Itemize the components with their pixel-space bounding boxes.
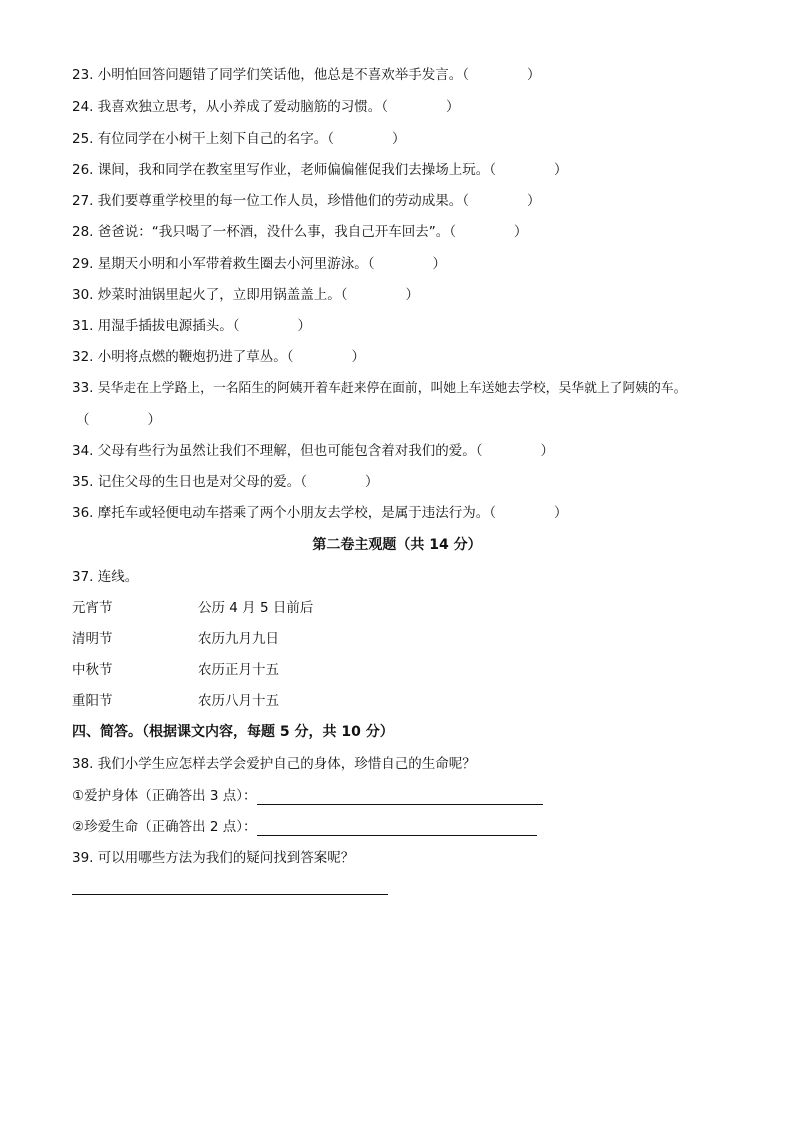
question-text: 小明将点燃的鞭炮扔进了草丛。 <box>97 349 287 365</box>
question-text: 炒菜时油锅里起火了，立即用锅盖盖上。 <box>97 287 341 303</box>
answer-paren-close: ） <box>432 256 447 272</box>
festival-date[interactable]: 农历八月十五 <box>198 693 279 709</box>
question-number: 24. <box>72 99 94 115</box>
answer-paren-close: ） <box>554 505 568 521</box>
question-23 <box>72 66 541 84</box>
question-38-label: 38. 我们小学生应怎样去学会爱护自己的身体，珍惜自己的生命呢？ <box>72 756 476 772</box>
question-text: 爸爸说：“我只喝了一杯酒，没什么事，我自己开车回去”。 <box>97 224 450 240</box>
question-text: 有位同学在小树干上刻下自己的名字。 <box>97 131 328 147</box>
question-38-part-1 <box>72 787 543 805</box>
festival-name[interactable]: 中秋节 <box>72 662 113 678</box>
answer-paren-close: ） <box>514 224 528 240</box>
question-28 <box>72 223 528 241</box>
answer-paren-close: ） <box>554 162 568 178</box>
question-text: 课间，我和同学在教室里写作业，老师偏偏催促我们去操场上玩。 <box>97 162 490 178</box>
question-number: 28. <box>72 224 94 240</box>
matching-row <box>72 599 313 617</box>
answer-paren-open: （ <box>462 193 470 209</box>
festival-date[interactable]: 农历正月十五 <box>198 662 279 678</box>
answer-paren-open: （ <box>367 256 375 272</box>
answer-paren-open: （ <box>340 287 348 303</box>
festival-date[interactable]: 农历九月九日 <box>198 631 279 647</box>
question-text: 用湿手插拔电源插头。 <box>97 318 233 334</box>
question-number: 23. <box>72 67 94 83</box>
answer-paren-close: ） <box>405 287 420 303</box>
answer-line[interactable] <box>257 821 537 836</box>
answer-paren-open: （ <box>232 318 240 334</box>
answer-paren-open: （ <box>286 349 294 365</box>
question-32 <box>72 348 365 366</box>
question-35 <box>72 473 379 491</box>
question-26 <box>72 161 568 179</box>
answer-paren-close: ） <box>297 318 312 334</box>
answer-paren-open: （ <box>381 99 389 115</box>
answer-paren-close: ） <box>392 131 406 147</box>
question-number: 31. <box>72 318 94 334</box>
question-33 <box>72 379 762 398</box>
question-text: 摩托车或轻便电动车搭乘了两个小朋友去学校，是属于违法行为。 <box>97 505 490 521</box>
answer-paren-open: （ <box>300 474 308 490</box>
section-2-title: 第二卷主观题（共 14 分） <box>312 537 482 553</box>
question-37-label: 37. 连线。 <box>72 569 139 585</box>
question-31 <box>72 317 311 335</box>
question-text: 小明怕回答问题错了同学们笑话他，他总是不喜欢举手发言。 <box>97 67 463 83</box>
answer-paren-open: （ <box>449 224 457 240</box>
question-25 <box>72 130 406 148</box>
question-text: 我们要尊重学校里的每一位工作人员，珍惜他们的劳动成果。 <box>97 193 463 209</box>
festival-name[interactable]: 重阳节 <box>72 693 113 709</box>
answer-paren-open: （ <box>489 162 497 178</box>
festival-name[interactable]: 清明节 <box>72 631 113 647</box>
question-text: 我喜欢独立思考，从小养成了爱动脑筋的习惯。 <box>97 99 382 115</box>
answer-paren-close: ） <box>527 193 541 209</box>
question-30 <box>72 286 419 304</box>
answer-paren-close: ） <box>365 474 379 490</box>
answer-paren-open: （ <box>475 443 483 459</box>
festival-date[interactable]: 公历 4 月 5 日前后 <box>198 600 314 616</box>
question-33-answer <box>76 411 161 429</box>
answer-paren-close: ） <box>446 99 460 115</box>
question-text: 父母有些行为虽然让我们不理解，但也可能包含着对我们的爱。 <box>97 443 476 459</box>
answer-paren-close: ） <box>147 412 161 428</box>
question-number: 32. <box>72 349 94 365</box>
matching-row <box>72 661 279 679</box>
answer-paren-open: （ <box>462 67 470 83</box>
answer-line[interactable] <box>257 790 543 805</box>
question-number: 33. <box>72 380 94 396</box>
answer-paren-close: ） <box>540 443 555 459</box>
question-number: 25. <box>72 131 94 147</box>
part-label: ②珍爱生命（正确答出 2 点）： <box>72 819 257 835</box>
part-label: ①爱护身体（正确答出 3 点）： <box>72 788 257 804</box>
question-number: 35. <box>72 474 94 490</box>
answer-paren-open: （ <box>76 412 90 428</box>
question-39-label: 39. 可以用哪些方法为我们的疑问找到答案呢？ <box>72 850 355 866</box>
question-text: 吴华走在上学路上，一名陌生的阿姨开着车赶来停在面前，叫她上车送她去学校，吴华就上了阿姨的车。 <box>97 381 687 396</box>
answer-paren-open: （ <box>489 505 497 521</box>
question-number: 36. <box>72 505 94 521</box>
matching-row <box>72 692 279 710</box>
section-4-title: 四、简答。（根据课文内容，每题 5 分，共 10 分） <box>72 724 394 740</box>
question-39-answer-line[interactable] <box>72 893 388 895</box>
question-38-part-2 <box>72 818 537 836</box>
question-text: 星期天小明和小军带着救生圈去小河里游泳。 <box>97 256 368 272</box>
question-27 <box>72 192 541 210</box>
question-number: 29. <box>72 256 94 272</box>
answer-paren-close: ） <box>351 349 366 365</box>
matching-row <box>72 630 279 648</box>
question-text: 记住父母的生日也是对父母的爱。 <box>97 474 301 490</box>
festival-name[interactable]: 元宵节 <box>72 600 113 616</box>
answer-paren-close: ） <box>527 67 541 83</box>
question-29 <box>72 255 446 273</box>
answer-paren-open: （ <box>327 131 335 147</box>
question-number: 27. <box>72 193 94 209</box>
question-36 <box>72 504 568 522</box>
question-number: 30. <box>72 287 94 303</box>
question-number: 26. <box>72 162 94 178</box>
question-34 <box>72 442 554 460</box>
question-number: 34. <box>72 443 94 459</box>
question-24 <box>72 98 460 116</box>
